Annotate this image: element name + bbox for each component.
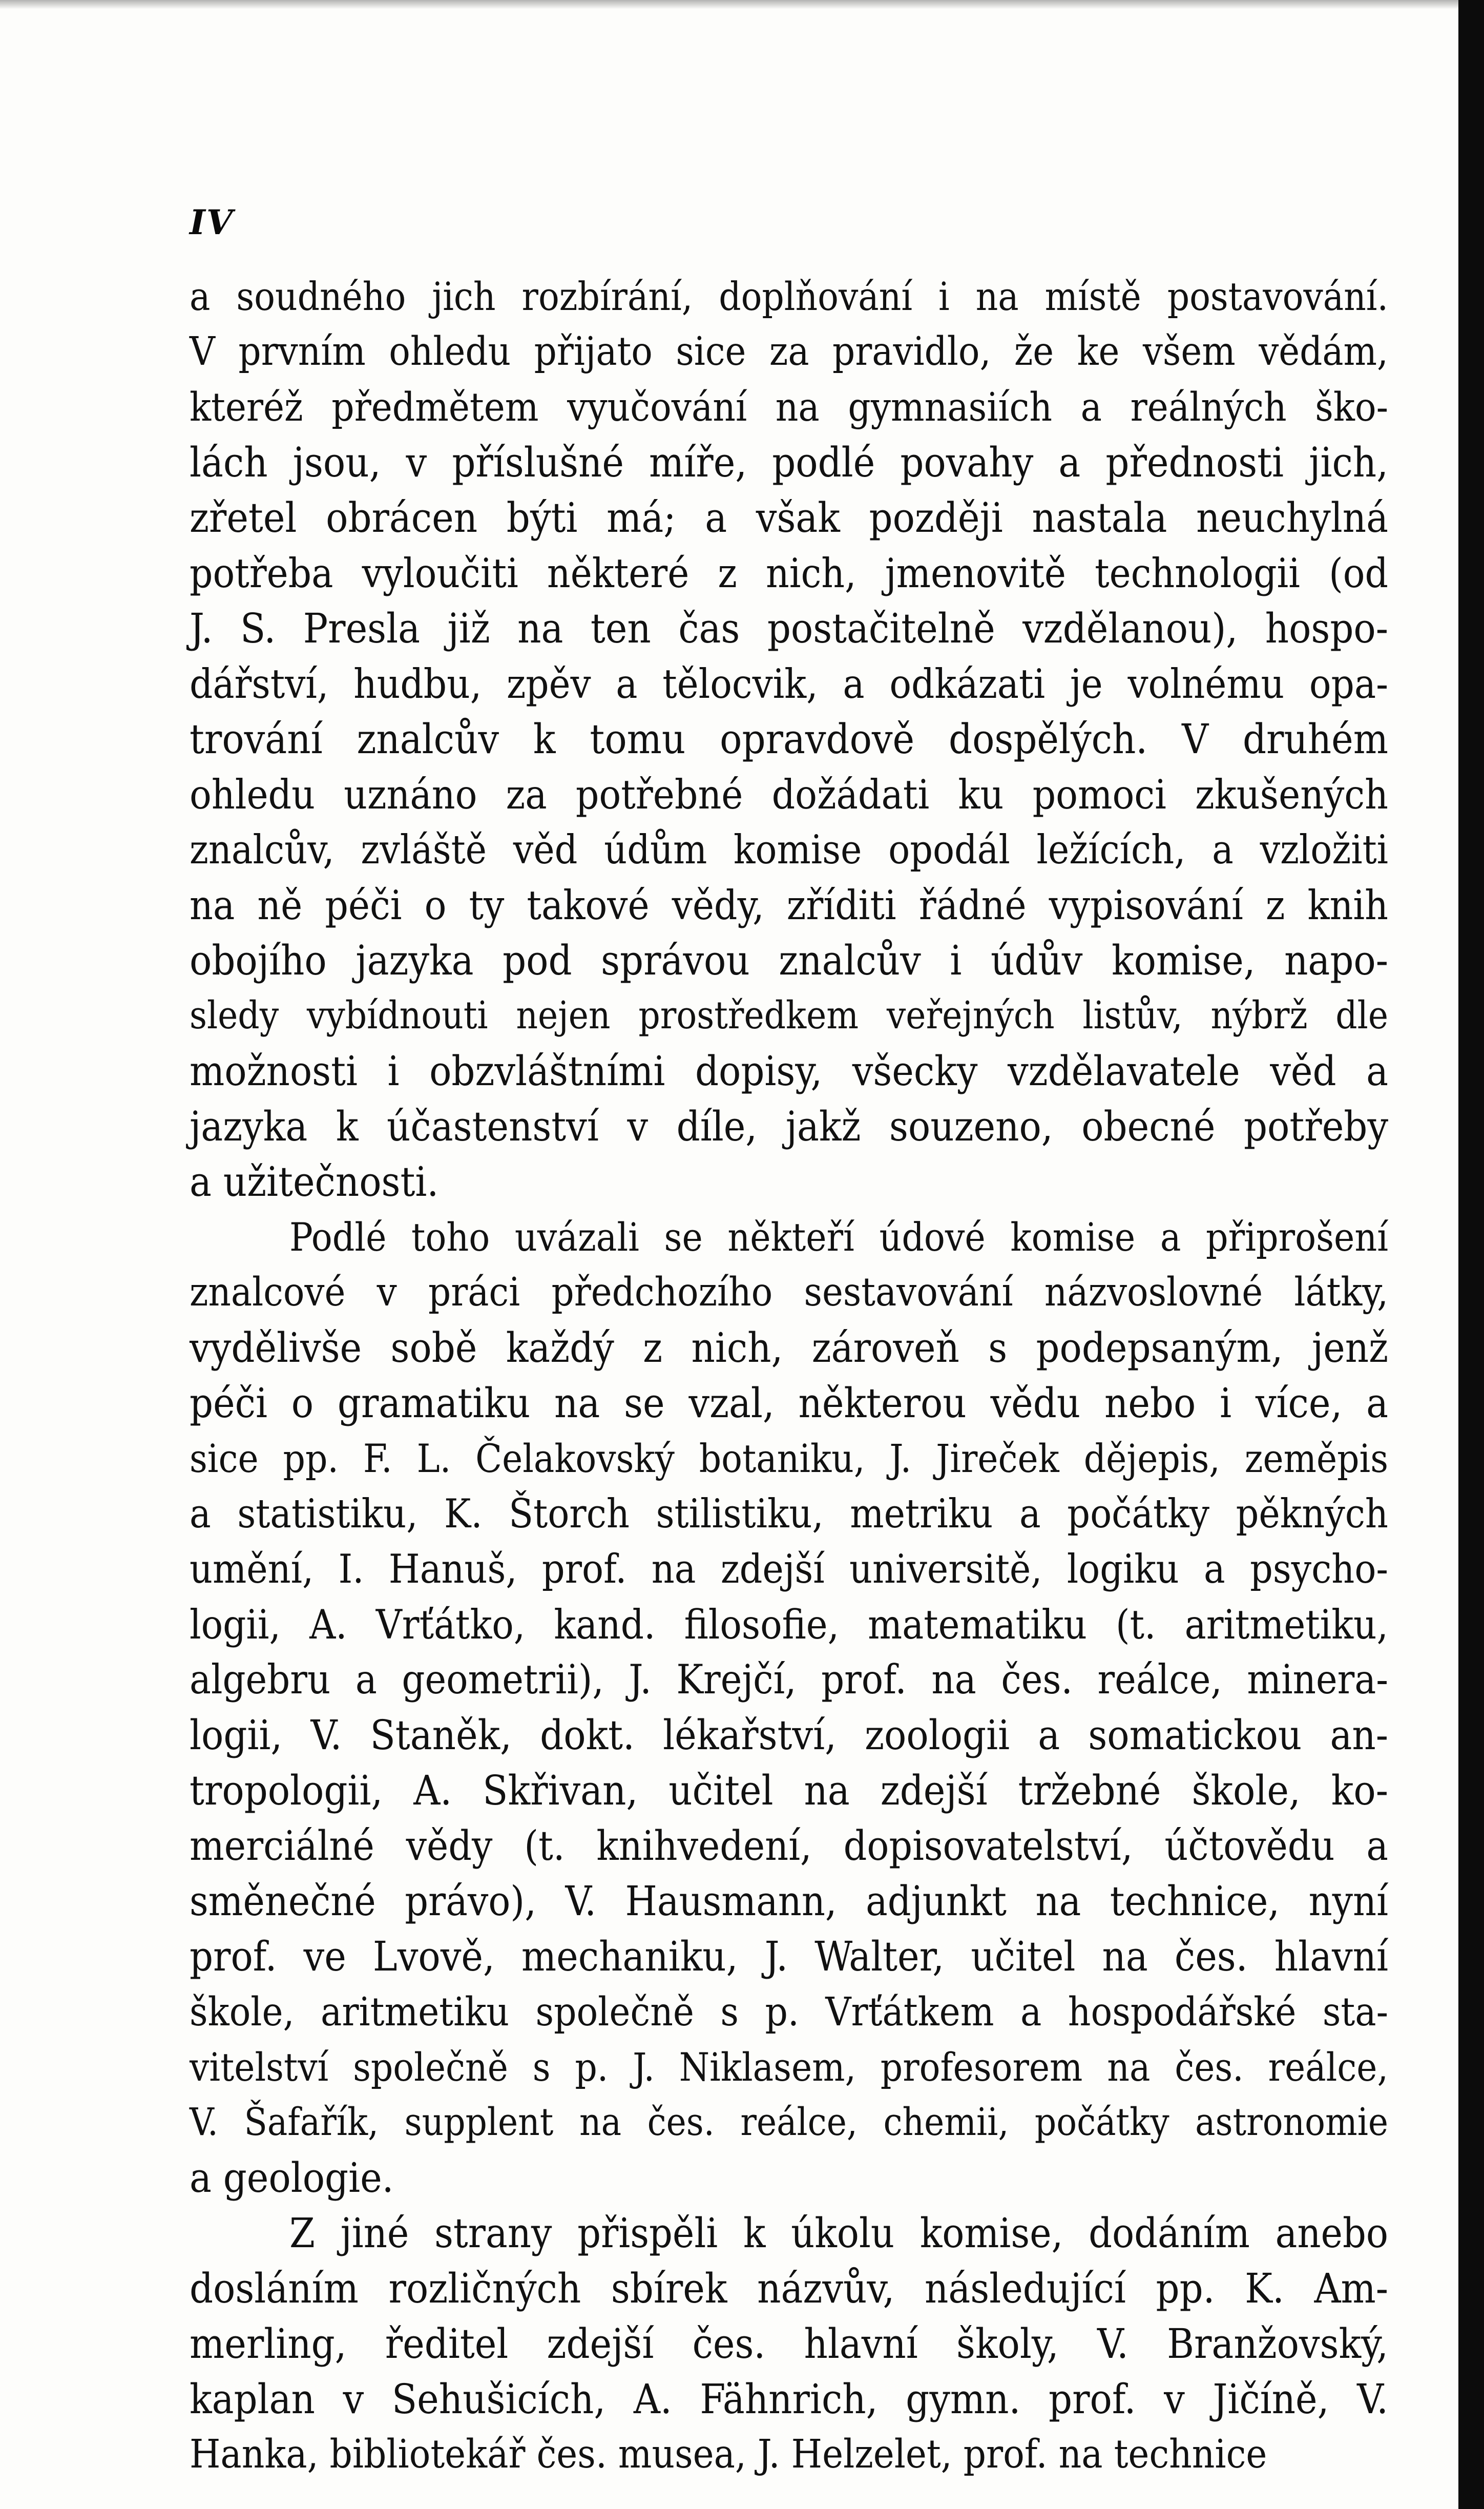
text-line: znalcové v práci předchozího sestavování názvoslovné látky, — [190, 1270, 1388, 1315]
scan-edge-top — [0, 0, 1484, 9]
text-line: tropologii, A. Skřivan, učitel na zdejší tržebné škole, ko- — [190, 1767, 1388, 1814]
text-line: sice pp. F. L. Čelakovský botaniku, J. Jireček dějepis, zeměpis — [190, 1436, 1388, 1481]
text-line: potřeba vyloučiti některé z nich, jmenovitě technologii (od — [190, 550, 1388, 597]
text-line: trování znalcův k tomu opravdově dospělých. V druhém — [190, 715, 1388, 763]
text-line: škole, aritmetiku společně s p. Vrťátkem a hospodářské sta- — [190, 1989, 1388, 2035]
text-line: a soudného jich rozbírání, doplňování i na místě postavování. — [190, 274, 1388, 319]
text-line: na ně péči o ty takové vědy, zříditi řádné vypisování z knih — [190, 882, 1388, 929]
text-line: zřetel obrácen býti má; a však později nastala neuchylná — [190, 494, 1388, 542]
text-line: vydělivše sobě každý z nich, zároveň s podepsaným, jenž — [190, 1324, 1388, 1372]
text-line: dosláním rozličných sbírek názvův, následující pp. K. Am- — [190, 2265, 1388, 2312]
text-line: péči o gramatiku na se vzal, některou vědu nebo i více, a — [190, 1379, 1388, 1427]
text-line: prof. ve Lvově, mechaniku, J. Walter, učitel na čes. hlavní — [190, 1933, 1388, 1980]
text-line: znalcův, zvláště věd údům komise opodál ležících, a vzložiti — [190, 827, 1388, 873]
text-line: sledy vybídnouti nejen prostředkem veřejných listův, nýbrž dle — [190, 994, 1388, 1038]
text-line: Z jiné strany přispěli k úkolu komise, dodáním anebo — [289, 2209, 1388, 2257]
text-line: dářství, hudbu, zpěv a tělocvik, a odkázati je volnému opa- — [190, 660, 1388, 708]
text-line: merling, ředitel zdejší čes. hlavní školy, V. Branžovský, — [190, 2320, 1388, 2368]
text-line: V prvním ohledu přijato sice za pravidlo, že ke všem vědám, — [190, 329, 1388, 375]
text-line: Podlé toho uvázali se někteří údové komise a připrošení — [289, 1215, 1388, 1260]
body-text — [190, 269, 1388, 2482]
text-line: algebru a geometrii), J. Krejčí, prof. na čes. reálce, minera- — [190, 1656, 1388, 1703]
text-line: logii, V. Staněk, dokt. lékařství, zoologii a somatickou an- — [190, 1711, 1388, 1759]
text-line: a statistiku, K. Štorch stilistiku, metriku a počátky pěkných — [190, 1491, 1388, 1537]
page-number: IV — [190, 202, 234, 242]
text-line: ohledu uznáno za potřebné dožádati ku pomoci zkušených — [190, 771, 1388, 818]
text-line: Hanka, bibliotekář čes. musea, J. Helzelet, prof. na technice — [190, 2432, 1267, 2477]
text-line: jazyka k účastenství v díle, jakž souzeno, obecné potřeby — [190, 1103, 1388, 1150]
text-line: logii, A. Vrťátko, kand. filosofie, matematiku (t. aritmetiku, — [190, 1601, 1388, 1648]
text-line: vitelství společně s p. J. Niklasem, profesorem na čes. reálce, — [190, 2045, 1388, 2090]
text-line: V. Šafařík, supplent na čes. reálce, chemii, počátky astronomie — [190, 2101, 1388, 2144]
text-line: obojího jazyka pod správou znalcův i údův komise, napo- — [190, 937, 1388, 984]
text-line: směnečné právo), V. Hausmann, adjunkt na technice, nyní — [190, 1877, 1388, 1925]
text-line: a geologie. — [190, 2154, 394, 2202]
text-line: a užitečnosti. — [190, 1158, 439, 1206]
text-line: kteréž předmětem vyučování na gymnasiích a reálných ško- — [190, 384, 1388, 430]
text-line: merciálné vědy (t. knihvedení, dopisovatelství, účtovědu a — [190, 1822, 1388, 1870]
text-line: J. S. Presla již na ten čas postačitelně vzdělanou), hospo- — [190, 605, 1388, 652]
text-line: umění, I. Hanuš, prof. na zdejší universitě, logiku a psycho- — [190, 1546, 1388, 1592]
text-line: kaplan v Sehušicích, A. Fähnrich, gymn. prof. v Jičíně, V. — [190, 2375, 1388, 2423]
text-line: lách jsou, v příslušné míře, podlé povahy a přednosti jich, — [190, 439, 1388, 486]
text-line: možnosti i obzvláštními dopisy, všecky vzdělavatele věd a — [190, 1047, 1388, 1095]
scan-edge-right — [1458, 0, 1484, 2509]
